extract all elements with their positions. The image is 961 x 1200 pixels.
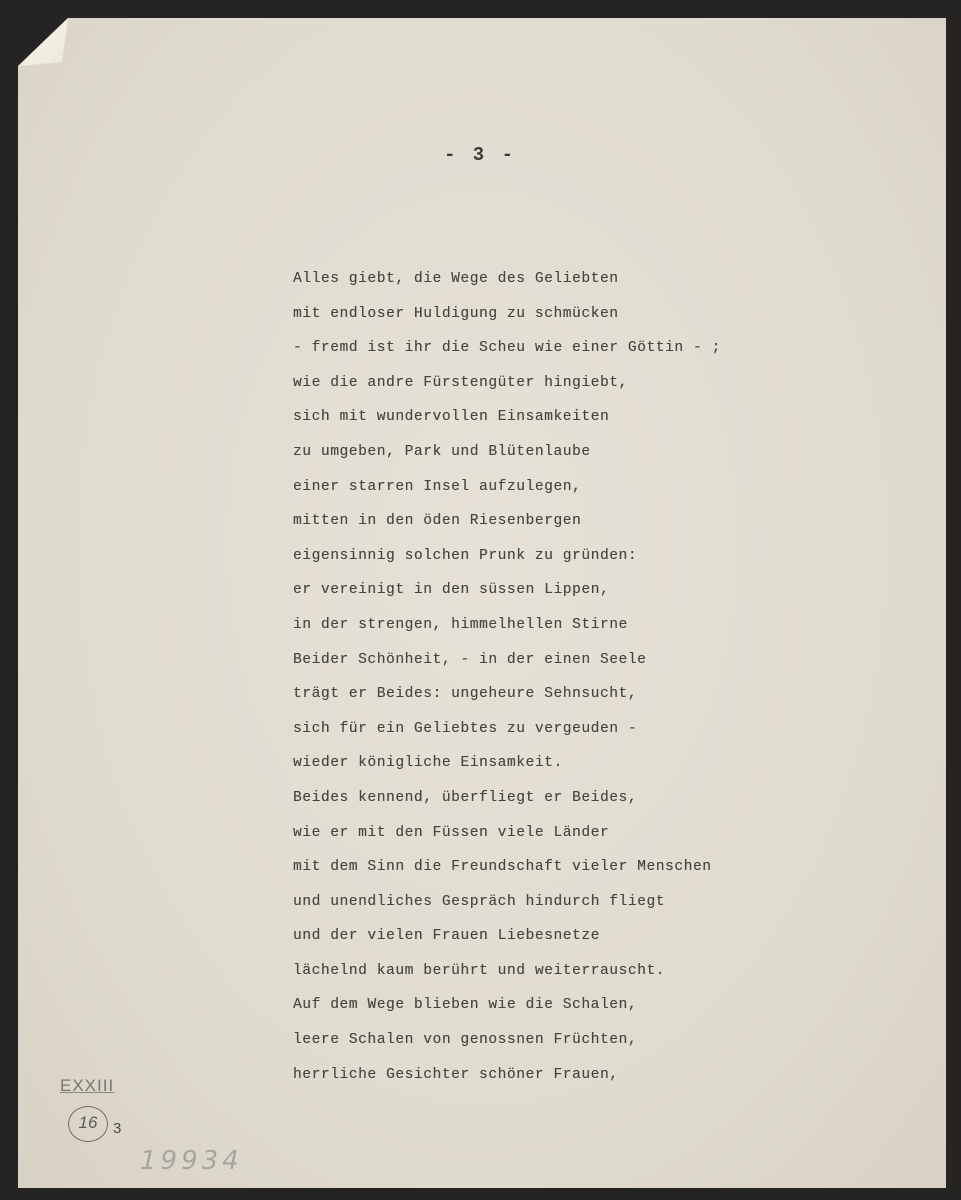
poem-line: mitten in den öden Riesenbergen — [293, 513, 582, 530]
poem-line: Beides kennend, überfliegt er Beides, — [293, 789, 638, 806]
circled-folio-number: 16 — [68, 1106, 108, 1142]
poem-line: mit endloser Huldigung zu schmücken — [293, 305, 619, 322]
folded-corner — [18, 18, 68, 66]
poem-line: sich mit wundervollen Einsamkeiten — [293, 409, 610, 426]
poem-line: in der strengen, himmelhellen Stirne — [293, 616, 628, 633]
poem-line: er vereinigt in den süssen Lippen, — [293, 582, 610, 599]
poem-line: lächelnd kaum berührt und weiterrauscht. — [293, 962, 666, 979]
poem-line: Alles giebt, die Wege des Geliebten — [293, 271, 619, 287]
poem-line: einer starren Insel aufzulegen, — [293, 478, 582, 495]
archive-code-annotation: EXXIII — [60, 1076, 115, 1095]
page-number: - 3 - — [443, 144, 516, 166]
poem-line: zu umgeben, Park und Blütenlaube — [293, 443, 591, 460]
poem-line: wie er mit den Füssen viele Länder — [293, 824, 610, 841]
poem-line: sich für ein Geliebtes zu vergeuden - — [293, 720, 638, 737]
poem-line: eigensinnig solchen Prunk zu gründen: — [293, 547, 638, 564]
poem-line: - fremd ist ihr die Scheu wie einer Göttin - ; — [293, 340, 721, 357]
poem-line: Beider Schönheit, - in der einen Seele — [293, 651, 647, 668]
poem-text — [293, 262, 813, 1092]
poem-line: wie die andre Fürstengüter hingiebt, — [293, 374, 628, 391]
poem-line: herrliche Gesichter schöner Frauen, — [293, 1066, 619, 1083]
poem-line: und unendliches Gespräch hindurch fliegt — [293, 893, 666, 910]
poem-line: und der vielen Frauen Liebesnetze — [293, 928, 600, 945]
pencil-inventory-number: 19934 — [140, 1146, 243, 1176]
poem-line: trägt er Beides: ungeheure Sehnsucht, — [293, 686, 638, 703]
poem-line: leere Schalen von genossnen Früchten, — [293, 1032, 638, 1049]
poem-line: mit dem Sinn die Freundschaft vieler Menschen — [293, 859, 712, 876]
poem-line: wieder königliche Einsamkeit. — [293, 755, 563, 772]
folio-suffix-annotation: 3 — [113, 1120, 122, 1137]
poem-line: Auf dem Wege blieben wie die Schalen, — [293, 997, 638, 1014]
